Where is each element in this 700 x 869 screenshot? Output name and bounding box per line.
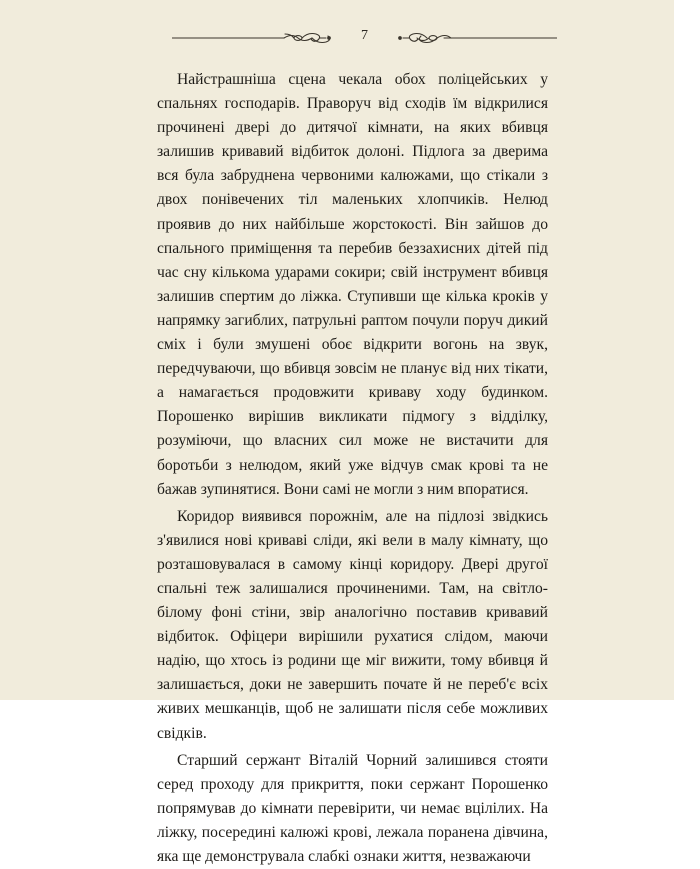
paragraph-2: Коридор виявився порожнім, але на підлозі звідкись з'явилися нові криваві сліди, які вели в малу кімнату, що розташовувалася в самому кінці коридору. Двері другої спальні теж залишалися прочиненими. Там, на світло-білому фоні стіни, звір аналогічно поставив кривавий відбиток. Офіцери вирішили рухатися слідом, маючи надію, що хтось із родини ще міг вижити, тому вбивця й залишається, доки не завершить почате й не переб'є всіх живих мешканців, щоб не залишати після себе можливих свідків. <box>157 507 548 742</box>
body-text <box>157 68 548 869</box>
paragraph-1: Найстрашніша сцена чекала обох поліцейських у спальнях господарів. Праворуч від сходів їм відкрилися прочинені двері до дитячої кімнати, на яких вбивця залишив кривавий відбиток долоні. Підлога за дверима вся була забруднена червоними калюжами, що стікали з двох понівечених тіл маленьких хлопчиків. Нелюд проявив до них найбільше жорстокості. Він зайшов до спального приміщення та перебив беззахисних дітей під час сну кількома ударами сокири; свій інструмент вбивця залишив спертим до ліжка. Ступивши ще кілька кроків у напрямку загиблих, патрульні раптом почули поруч дикий сміх і були змушені обоє відкрити вогонь на звук, передчуваючи, що вбивця зовсім не планує від них тікати, а намагається продовжити криваву ходу будинком. Порошенко вирішив викликати підмогу з відділку, розуміючи, що власних сил може не вистачити для боротьби з нелюдом, який уже відчув смак крові та не бажав зупинятися. Вони самі не могли з ним впоратися. <box>157 71 548 498</box>
page-margin <box>674 0 700 700</box>
page-number: 7 <box>361 28 368 43</box>
page-header <box>172 24 557 52</box>
paragraph-3: Старший сержант Віталій Чорний залишився стояти серед проходу для прикриття, поки сержант Порошенко попрямував до кімнати перевірити, чи немає вцілілих. На ліжку, посередині калюжі крові, лежала поранена дівчина, яка ще демонструвала слабкі ознаки життя, незважаючи <box>157 751 548 865</box>
